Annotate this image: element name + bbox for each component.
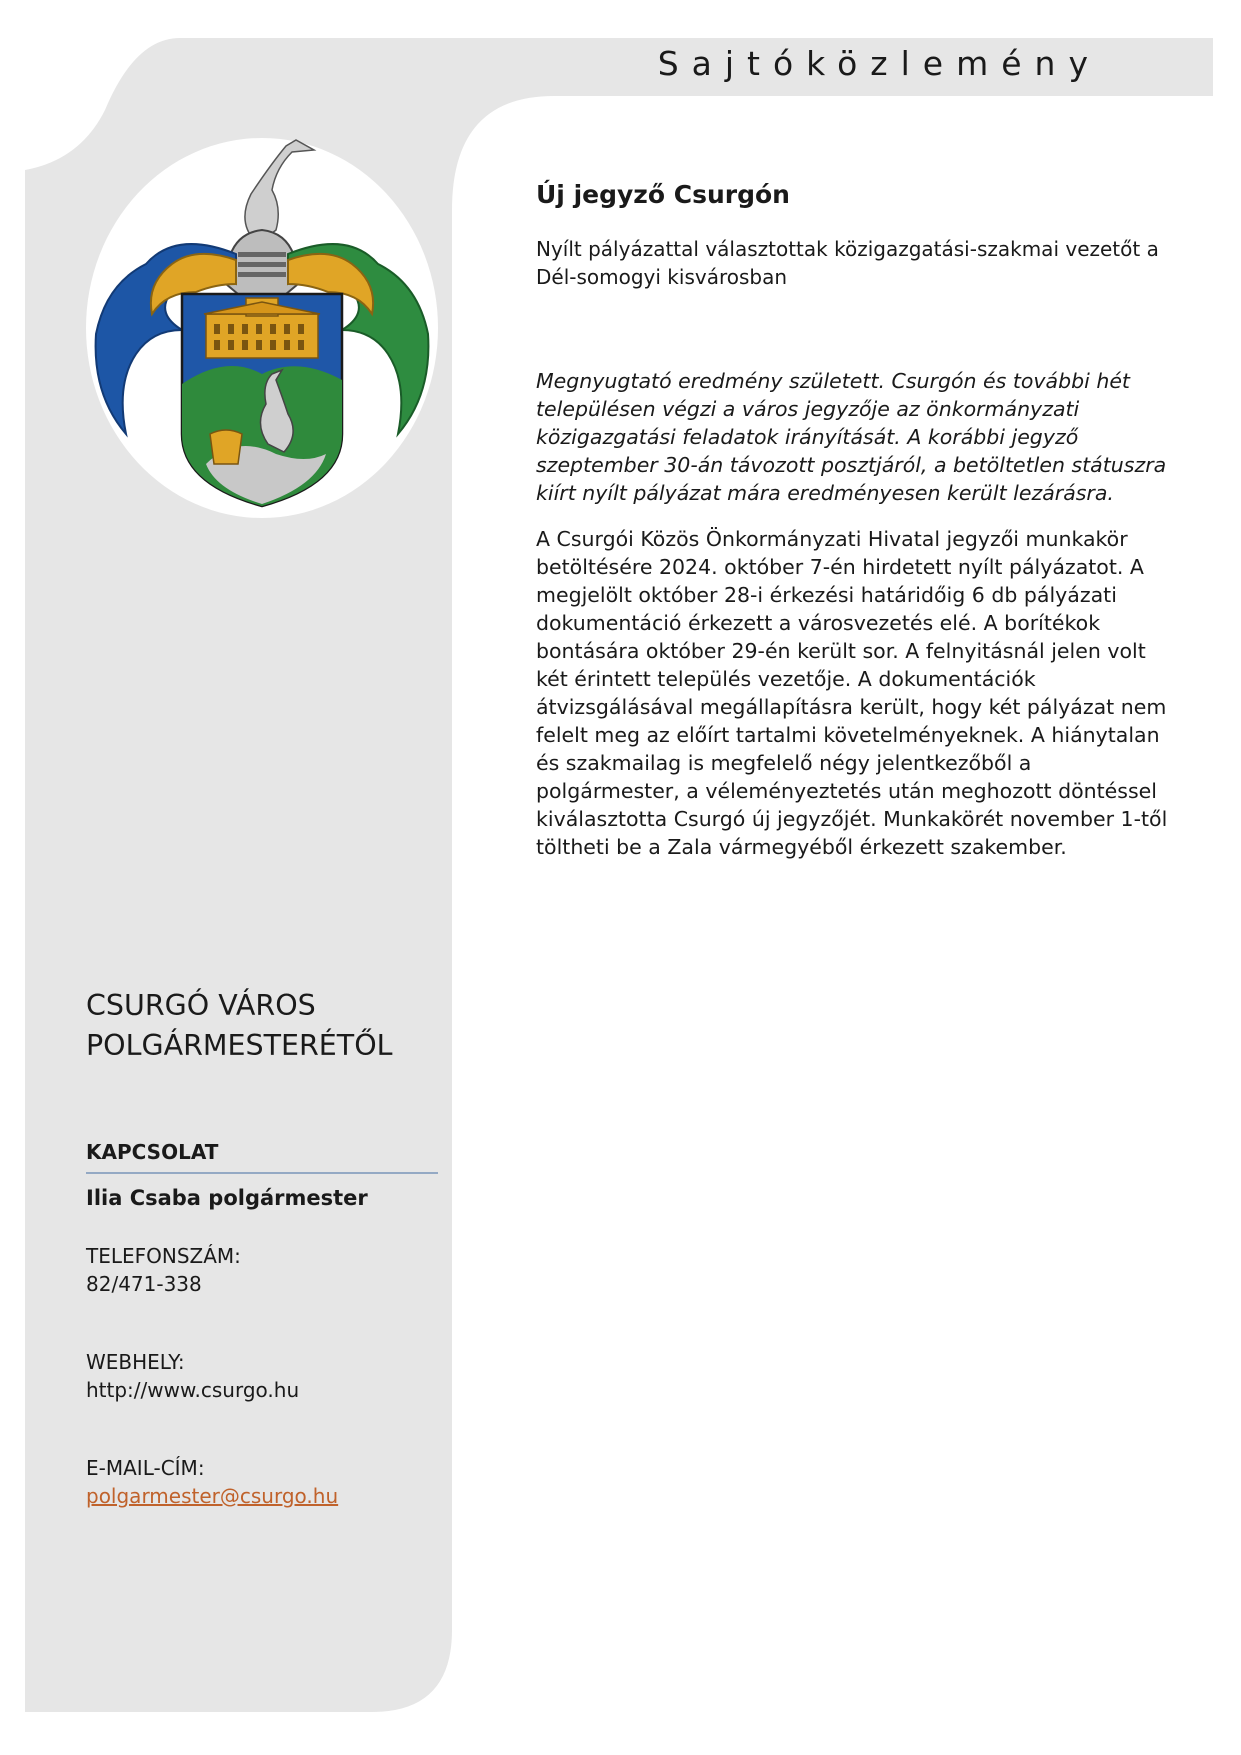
email-link[interactable]: polgarmester@csurgo.hu: [86, 1484, 339, 1508]
document-type-title: Sajtóközlemény: [657, 44, 1101, 83]
article-title: Új jegyző Csurgón: [536, 180, 790, 209]
contact-heading: KAPCSOLAT: [86, 1140, 438, 1174]
csurgo-coat-of-arms-icon: [86, 134, 438, 518]
email-label: E-MAIL-CÍM:: [86, 1456, 205, 1480]
phone-value: 82/471-338: [86, 1272, 202, 1296]
phone-block: [86, 1242, 241, 1298]
website-block: [86, 1348, 299, 1404]
phone-label: TELEFONSZÁM:: [86, 1244, 241, 1268]
issuer-name: [86, 986, 393, 1066]
email-block: [86, 1454, 338, 1510]
article-subtitle: Nyílt pályázattal választottak közigazgatási-szakmai vezetőt a Dél-somogyi kisvárosban: [536, 237, 1159, 289]
article: [536, 180, 1176, 861]
article-body-paragraph: A Csurgói Közös Önkormányzati Hivatal jegyzői munkakör betöltésére 2024. október 7-én hirdetett nyílt pályázatot. A megjelölt október 28-i érkezési határidőig 6 db pályázati dokumentáció érkezett a városvezetés elé. A borítékok bontására október 29-én került sor. A felnyitásnál jelen volt két érintett település vezetője. A dokumentációk átvizsgálásával megállapításra került, hogy két pályázat nem felelt meg az előírt tartalmi követelményeknek. A hiánytalan és szakmailag is megfelelő négy jelentkezőből a polgármester, a véleményeztetés után meghozott döntéssel kiválasztotta Csurgó új jegyzőjét. Munkakörét november 1-től töltheti be a Zala vármegyéből érkezett szakember.: [536, 527, 1168, 859]
website-label: WEBHELY:: [86, 1350, 185, 1374]
article-lead-paragraph: Megnyugtató eredmény született. Csurgón és további hét településen végzi a város jegyzője az önkormányzati közigazgatási feladatok irányítását. A korábbi jegyző szeptember 30-án távozott posztjáról, a betöltetlen státuszra kiírt nyílt pályázat mára eredményesen került lezárásra.: [536, 369, 1167, 505]
website-value[interactable]: http://www.csurgo.hu: [86, 1378, 300, 1402]
contact-person-name: Ilia Csaba polgármester: [86, 1186, 368, 1210]
issuer-name-line2: POLGÁRMESTERÉTŐL: [86, 1029, 393, 1062]
issuer-name-line1: CSURGÓ VÁROS: [86, 989, 316, 1022]
